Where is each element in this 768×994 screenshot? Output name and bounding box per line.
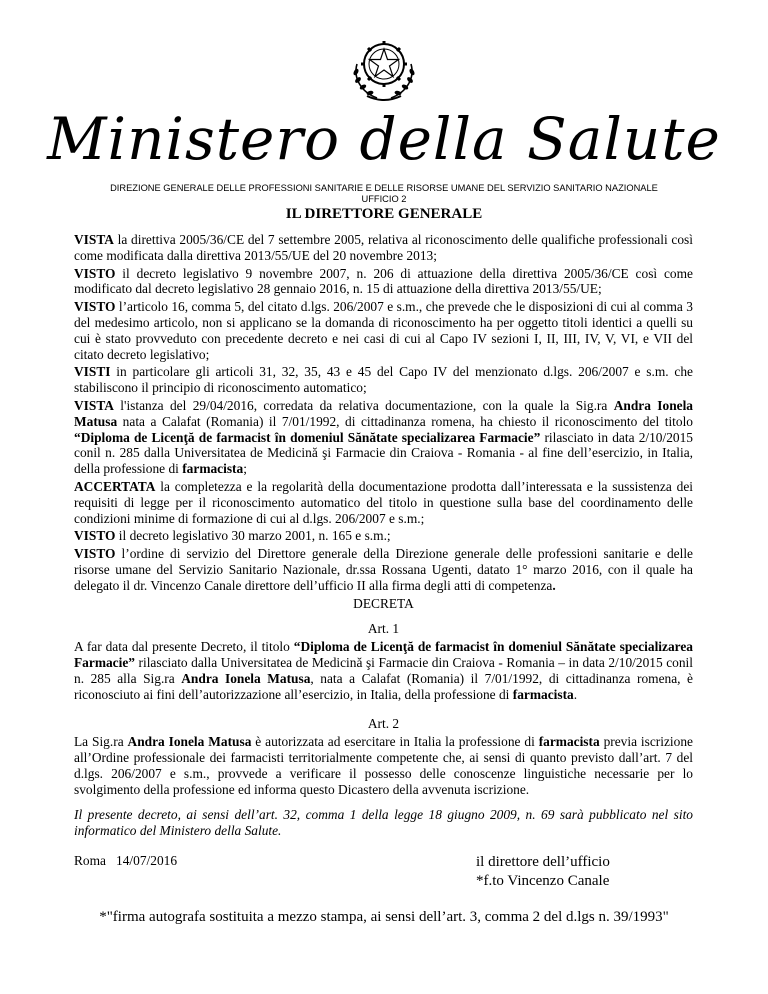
paragraph-text: il decreto legislativo 30 marzo 2001, n. 165 e s.m.;	[115, 528, 391, 544]
ministry-title: Ministero della Salute	[47, 105, 721, 173]
paragraph-text: , nata a Calafat (Romania) il 7/01/1992, di cittadinanza romena, è riconosciuto ai fini dell’autorizzazione all’esercizio, in Italia, della professione di	[74, 670, 693, 702]
paragraph-text: l'istanza del 29/04/2016, corredata da relativa documentazione, con la quale la Sig.ra	[113, 397, 614, 413]
paragraph-text: l’articolo 16, comma 5, del citato d.lgs. 206/2007 e s.m., che prevede che le disposizioni di cui al comma 3 del medesimo articolo, non si applicano se la domanda di riconoscimento ha per oggetto titoli identici a quelli su cui è stato provveduto con precedente decreto e nei casi di cui al Capo IV sezioni I, II, III, IV, V, VI, e VII del citato decreto legislativo;	[74, 299, 693, 362]
applicant-name: Andra Ionela Matusa	[74, 397, 694, 429]
paragraph-text: previa iscrizione all’Ordine professionale dei farmacisti territorialmente competente che, ai sensi di quanto previsto dall’art. 7 del d.lgs. 206/2007 e s.m., provvede a verificare il possesso delle conoscenze linguistiche necessarie per lo svolgimento della professione ed informa questo Dicastero della avvenuta iscrizione.	[74, 734, 693, 797]
profession: farmacista	[538, 734, 600, 750]
paragraph	[74, 232, 693, 264]
applicant-name: Andra Ionela Matusa	[127, 734, 252, 750]
keyword: VISTO	[74, 299, 116, 315]
paragraph	[74, 546, 693, 593]
publication-note: Il presente decreto, ai sensi dell’art. 32, comma 1 della legge 18 giugno 2009, n. 69 sarà pubblicato nel sito informatico del Ministero della Salute.	[74, 807, 693, 839]
keyword: VISTO	[74, 265, 116, 281]
signature-footnote: *"firma autografa sostituita a mezzo stampa, ai sensi dell’art. 3, comma 2 del d.lgs n. 39/1993"	[99, 909, 669, 925]
signature-block	[476, 853, 610, 891]
office-name: UFFICIO 2	[361, 194, 407, 204]
paragraph-end: .	[552, 577, 556, 593]
paragraph-text: il decreto legislativo 9 novembre 2007, n. 206 di attuazione della direttiva 2005/36/CE così come modificato dal decreto legislativo 28 gennaio 2016, n. 15 di attuazione della direttiva 2013/55/UE;	[74, 265, 693, 297]
keyword: VISTA	[74, 397, 114, 413]
paragraph-text: La Sig.ra	[74, 734, 128, 750]
paragraph	[74, 398, 693, 477]
paragraph-text: ;	[243, 461, 247, 477]
signer-role: il direttore dell’ufficio	[476, 854, 610, 870]
paragraph	[74, 364, 693, 396]
paragraph-text: in particolare gli articoli 31, 32, 35, 43 e 45 del Capo IV del menzionato d.lgs. 206/2007 e s.m. che stabiliscono il principio di riconoscimento automatico;	[74, 364, 693, 396]
keyword: VISTO	[74, 528, 116, 544]
keyword: VISTI	[74, 364, 111, 380]
paragraph-text: A far data dal presente Decreto, il titolo	[74, 639, 294, 655]
diploma-title: “Diploma de Licenţă de farmacist în domeniul Sănătate specializarea Farmacie”	[74, 639, 693, 670]
paragraph	[74, 266, 693, 298]
decreta-heading: DECRETA	[353, 595, 414, 611]
article-1-text	[74, 639, 693, 702]
paragraph-text: l’ordine di servizio del Direttore generale della Direzione generale delle professioni sanitarie e delle risorse umane del Servizio Sanitario Nazionale, dr.ssa Rossana Ugenti, datato 1° marzo 2016, con il quale ha delegato il dr. Vincenzo Canale direttore dell’ufficio II alla firma degli atti di competenza	[74, 546, 693, 593]
paragraph-text: nata a Calafat (Romania) il 7/01/1992, di cittadinanza romena, ha chiesto il riconoscimento del titolo	[117, 413, 693, 429]
article-2-heading: Art. 2	[367, 716, 400, 732]
profession: farmacista	[512, 686, 574, 702]
paragraph-text: è autorizzata ad esercitare in Italia la professione di	[251, 734, 539, 750]
profession: farmacista	[182, 461, 244, 477]
document-title: IL DIRETTORE GENERALE	[285, 206, 483, 222]
paragraph	[74, 479, 693, 526]
keyword: ACCERTATA	[74, 478, 156, 494]
paragraph-text: rilasciato in data 2/10/2015 conil n. 285 dalla Universitatea de Medicină şi Farmacie din Craiova - Romania - al fine dell’esercizio, in Italia, della professione di	[74, 429, 693, 477]
department-header	[40, 183, 728, 205]
keyword: VISTO	[74, 546, 116, 562]
signer-name: *f.to Vincenzo Canale	[476, 873, 610, 889]
applicant-name: Andra Ionela Matusa	[181, 670, 311, 686]
diploma-title: “Diploma de Licenţă de farmacist în domeniul Sănătate specializarea Farmacie”	[74, 429, 541, 445]
paragraph-text: rilasciato dalla Universitatea de Medicină şi Farmacie din Craiova - Romania – in data 2/10/2015 conil n. 285 alla Sig.ra	[74, 654, 693, 686]
paragraph-text: .	[573, 686, 578, 702]
italian-republic-emblem	[343, 22, 425, 104]
article-2-text	[74, 734, 693, 797]
keyword: VISTA	[74, 232, 114, 247]
paragraph	[74, 528, 693, 544]
paragraph-text: la completezza e la regolarità della documentazione prodotta dall’interessata e la sussistenza dei requisiti di legge per il riconoscimento automatico del titolo in questione sulla base del coordinamento delle condizioni minime di formazione di cui al d.lgs. 206/2007 e s.m.;	[74, 478, 693, 526]
article-1-heading: Art. 1	[367, 621, 400, 637]
place-date: Roma 14/07/2016	[74, 852, 178, 868]
paragraph-text: la direttiva 2005/36/CE del 7 settembre 2005, relativa al riconoscimento delle qualifiche professionali così come modificata dalla direttiva 2013/55/UE del 20 novembre 2013;	[74, 232, 693, 263]
document-body	[74, 232, 693, 871]
department-name: DIREZIONE GENERALE DELLE PROFESSIONI SANITARIE E DELLE RISORSE UMANE DEL SERVIZIO SANITARIO NAZIONALE	[110, 183, 658, 193]
paragraph	[74, 299, 693, 362]
signature-footnote-wrap	[0, 908, 768, 927]
